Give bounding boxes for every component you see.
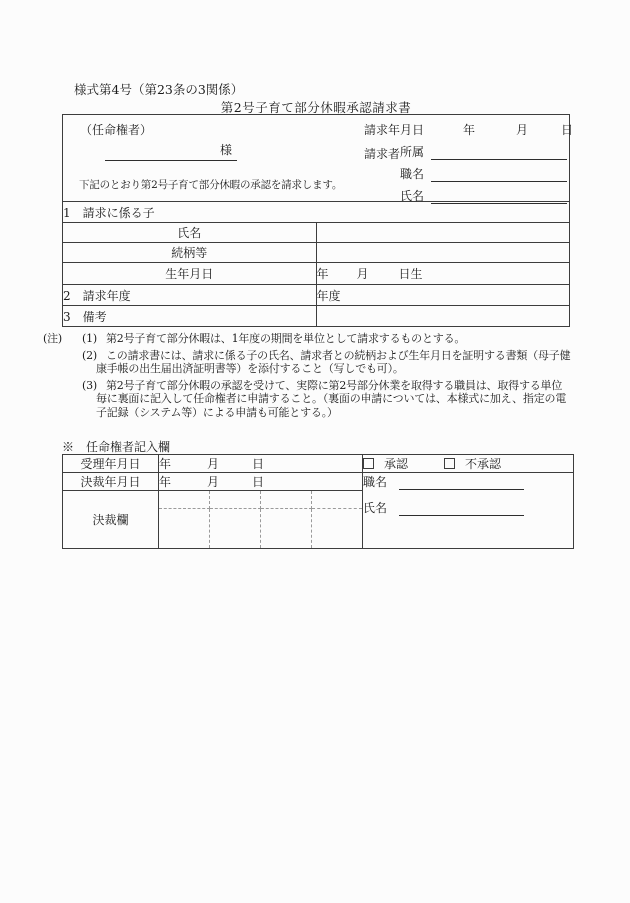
- approver-position-field: [363, 473, 573, 490]
- receipt-date-input-cell[interactable]: [159, 455, 363, 473]
- decision-year-label: 年: [159, 475, 172, 489]
- fiscal-year-unit: 年度: [316, 288, 341, 303]
- fiscal-year-input-cell[interactable]: [316, 285, 570, 306]
- seal-title-cell[interactable]: [210, 491, 261, 509]
- relationship-input-cell[interactable]: [316, 243, 570, 263]
- notes-list: [82, 332, 572, 419]
- admin-table: [62, 454, 574, 549]
- receipt-day-label: 日: [252, 457, 265, 471]
- approve-label: 承認: [384, 457, 409, 471]
- section2-label: 2 請求年度: [63, 285, 317, 306]
- request-table: [62, 114, 574, 327]
- seal-title-cell[interactable]: [311, 491, 362, 509]
- seal-stamp-cell[interactable]: [311, 509, 362, 548]
- note-item: [82, 349, 572, 376]
- note-number: (3): [82, 378, 97, 392]
- name-label: 氏名: [400, 189, 425, 203]
- approver-name-label: 氏名: [363, 501, 388, 515]
- decision-day-label: 日: [252, 475, 265, 489]
- note-number: (2): [82, 348, 97, 362]
- section3-label: 3 備考: [63, 306, 317, 327]
- seal-title-cell[interactable]: [159, 491, 210, 509]
- child-name-input-cell[interactable]: [316, 223, 570, 243]
- birth-month-unit: 月: [356, 267, 369, 281]
- sama-suffix-label: 様: [219, 143, 232, 157]
- remarks-input-cell[interactable]: [316, 306, 570, 327]
- seal-grid: [159, 491, 362, 548]
- section1-label: 1 請求に係る子: [63, 202, 570, 223]
- request-statement: 下記のとおり第2号子育て部分休暇の承認を請求します。: [79, 179, 343, 191]
- position-input-line[interactable]: [431, 168, 567, 182]
- seal-stamp-cell[interactable]: [261, 509, 312, 548]
- appointer-label: （任命権者）: [80, 123, 153, 137]
- note-item: [82, 332, 572, 346]
- note-text: 第2号子育て部分休暇は、1年度の期間を単位として請求するものとする。: [105, 332, 466, 345]
- relationship-label: 続柄等: [63, 243, 317, 263]
- request-date-month-label: 月: [516, 123, 529, 137]
- birth-day-unit: 日生: [398, 267, 423, 281]
- approver-name-field: [363, 499, 573, 516]
- decision-box-label: 決裁欄: [63, 491, 159, 549]
- affiliation-label: 所属: [400, 145, 425, 159]
- note-text: 第2号子育て部分休暇の承認を受けて、実際に第2号部分休業を取得する職員は、取得する単位毎に裏面に記入して任命権者に申請すること。（裏面の申請については、本様式に加え、指定の電子記録（システム等）による申請も可能とする。）: [96, 378, 567, 419]
- request-date-day-label: 日: [561, 123, 574, 137]
- approver-position-input-line[interactable]: [399, 476, 524, 490]
- approver-signature-cell: [363, 473, 574, 549]
- seal-stamp-cell[interactable]: [159, 509, 210, 548]
- reject-checkbox[interactable]: [444, 458, 455, 469]
- birthdate-input-cell[interactable]: [316, 263, 570, 285]
- note-text: この請求書には、請求に係る子の氏名、請求者との続柄および生年月日を証明する書類（母子健康手帳の出生届出済証明書等）を添付すること（写しでも可）。: [96, 348, 571, 375]
- birth-year-unit: 年: [316, 267, 329, 281]
- child-name-label: 氏名: [63, 223, 317, 243]
- decision-month-label: 月: [207, 475, 220, 489]
- note-item: [82, 379, 572, 420]
- name-field: [400, 187, 567, 204]
- birthdate-label: 生年月日: [63, 263, 317, 285]
- receipt-year-label: 年: [159, 457, 172, 471]
- affiliation-input-line[interactable]: [431, 146, 567, 160]
- approval-choice-cell: [363, 455, 574, 473]
- approve-checkbox[interactable]: [363, 458, 374, 469]
- admin-section-heading: ※ 任命権者記入欄: [62, 440, 171, 454]
- form-number: 様式第4号（第23条の3関係）: [74, 82, 244, 97]
- position-label: 職名: [400, 167, 425, 181]
- decision-date-input-cell[interactable]: [159, 473, 363, 491]
- approver-name-input-line[interactable]: [399, 502, 524, 516]
- request-date-label: 請求年月日: [364, 123, 425, 137]
- receipt-date-label: 受理年月日: [63, 455, 159, 473]
- affiliation-field: [400, 143, 567, 160]
- position-field: [400, 165, 567, 182]
- requester-label: 請求者: [364, 147, 401, 161]
- notes-prefix: (注): [43, 332, 62, 345]
- seal-stamp-cell[interactable]: [210, 509, 261, 548]
- name-input-line[interactable]: [431, 190, 567, 204]
- reject-label: 不承認: [465, 457, 502, 471]
- request-header-cell: [63, 115, 574, 203]
- addressee-input-line[interactable]: [105, 141, 237, 161]
- note-number: (1): [82, 332, 97, 345]
- decision-date-label: 決裁年月日: [63, 473, 159, 491]
- approver-position-label: 職名: [363, 475, 388, 489]
- document-title: 第2号子育て部分休暇承認請求書: [220, 100, 412, 115]
- seal-grid-cell-container: [159, 491, 363, 549]
- request-date-year-label: 年: [463, 123, 476, 137]
- notes-block: [43, 332, 583, 422]
- receipt-month-label: 月: [207, 457, 220, 471]
- seal-title-cell[interactable]: [261, 491, 312, 509]
